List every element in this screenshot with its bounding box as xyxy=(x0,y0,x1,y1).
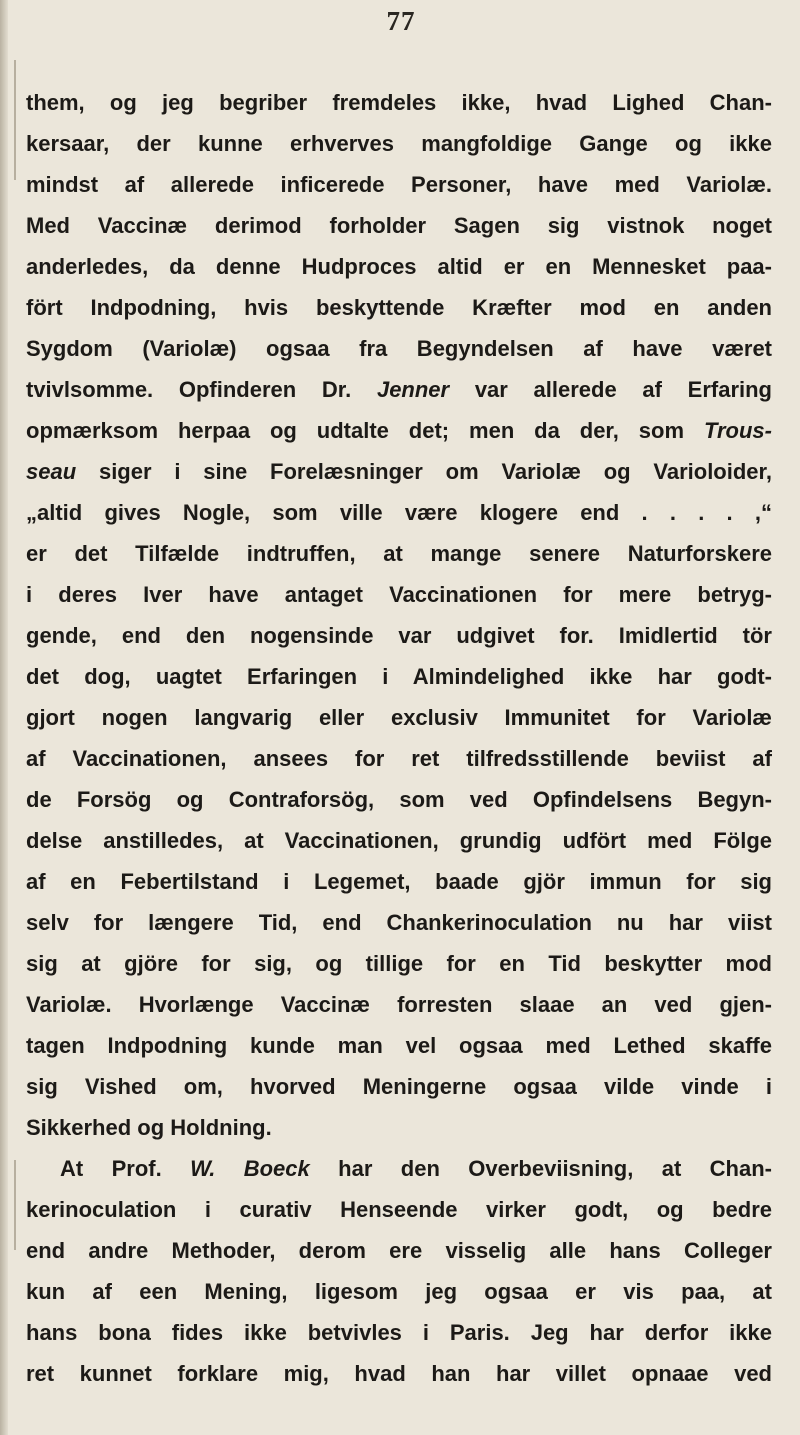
text-line: sig Vished om, hvorved Meningerne ogsaa vilde vinde i xyxy=(26,1074,772,1099)
text-line: Med Vaccinæ derimod forholder Sagen sig vistnok noget xyxy=(26,213,772,238)
author-name-boeck: W. Boeck xyxy=(190,1156,310,1181)
text-line xyxy=(60,1150,772,1188)
text-segment: tvivlsomme. Opfinderen Dr. xyxy=(26,377,352,402)
author-name-trousseau-cont: seau xyxy=(26,459,77,484)
text-line: mindst af allerede inficerede Personer, have med Variolæ. xyxy=(26,172,772,197)
text-line: Sikkerhed og Holdning. xyxy=(26,1115,272,1140)
text-segment: At Prof. xyxy=(60,1156,162,1181)
text-line: Sygdom (Variolæ) ogsaa fra Begyndelsen af have været xyxy=(26,336,772,361)
text-line: sig at gjöre for sig, og tillige for en Tid beskytter mod xyxy=(26,951,772,976)
author-name-jenner: Jenner xyxy=(376,377,450,402)
text-line xyxy=(26,371,772,409)
text-line: „altid gives Nogle, som ville være klogere end . . . . ,“ xyxy=(26,500,772,525)
margin-mark xyxy=(14,60,16,180)
text-line: tagen Indpodning kunde man vel ogsaa med Lethed skaffe xyxy=(26,1033,772,1058)
text-line: i deres Iver have antaget Vaccinationen for mere betryg- xyxy=(26,582,772,607)
text-line: delse anstilledes, at Vaccinationen, grundig udfört med Fölge xyxy=(26,828,772,853)
text-segment: opmærksom herpaa og udtalte det; men da der, som xyxy=(26,418,685,443)
text-line xyxy=(26,453,772,491)
text-line: gende, end den nogensinde var udgivet for. Imidlertid tör xyxy=(26,623,772,648)
text-line: af en Febertilstand i Legemet, baade gjör immun for sig xyxy=(26,869,772,894)
text-line: kerinoculation i curativ Henseende virker godt, og bedre xyxy=(26,1197,772,1222)
text-segment: siger i sine Forelæsninger om Variolæ og Varioloider, xyxy=(98,459,772,484)
text-line: anderledes, da denne Hudproces altid er en Mennesket paa- xyxy=(26,254,772,279)
text-line: ret kunnet forklare mig, hvad han har villet opnaae ved xyxy=(26,1361,772,1386)
page-binding-edge xyxy=(0,0,8,1435)
text-line: fört Indpodning, hvis beskyttende Kræfter mod en anden xyxy=(26,295,772,320)
text-segment: var allerede af Erfaring xyxy=(474,377,772,402)
text-line xyxy=(26,412,772,450)
text-line: gjort nogen langvarig eller exclusiv Immunitet for Variolæ xyxy=(26,705,772,730)
text-line: af Vaccinationen, ansees for ret tilfredsstillende beviist af xyxy=(26,746,772,771)
text-segment: har den Overbeviisning, at Chan- xyxy=(338,1156,772,1181)
text-line: kun af een Mening, ligesom jeg ogsaa er vis paa, at xyxy=(26,1279,772,1304)
text-line: er det Tilfælde indtruffen, at mange senere Naturforskere xyxy=(26,541,772,566)
text-line: them, og jeg begriber fremdeles ikke, hvad Lighed Chan- xyxy=(26,90,772,115)
text-line: det dog, uagtet Erfaringen i Almindelighed ikke har godt- xyxy=(26,664,772,689)
text-line: de Forsög og Contraforsög, som ved Opfindelsens Begyn- xyxy=(26,787,772,812)
author-name-trousseau: Trous- xyxy=(703,418,772,443)
text-line: hans bona fides ikke betvivles i Paris. Jeg har derfor ikke xyxy=(26,1320,772,1345)
text-line: Variolæ. Hvorlænge Vaccinæ forresten slaae an ved gjen- xyxy=(26,992,772,1017)
text-line: selv for længere Tid, end Chankerinoculation nu har viist xyxy=(26,910,772,935)
text-line: kersaar, der kunne erhverves mangfoldige Gange og ikke xyxy=(26,131,772,156)
page-number: 77 xyxy=(386,6,416,36)
margin-mark xyxy=(14,1160,16,1250)
text-line: end andre Methoder, derom ere visselig alle hans Colleger xyxy=(26,1238,772,1263)
